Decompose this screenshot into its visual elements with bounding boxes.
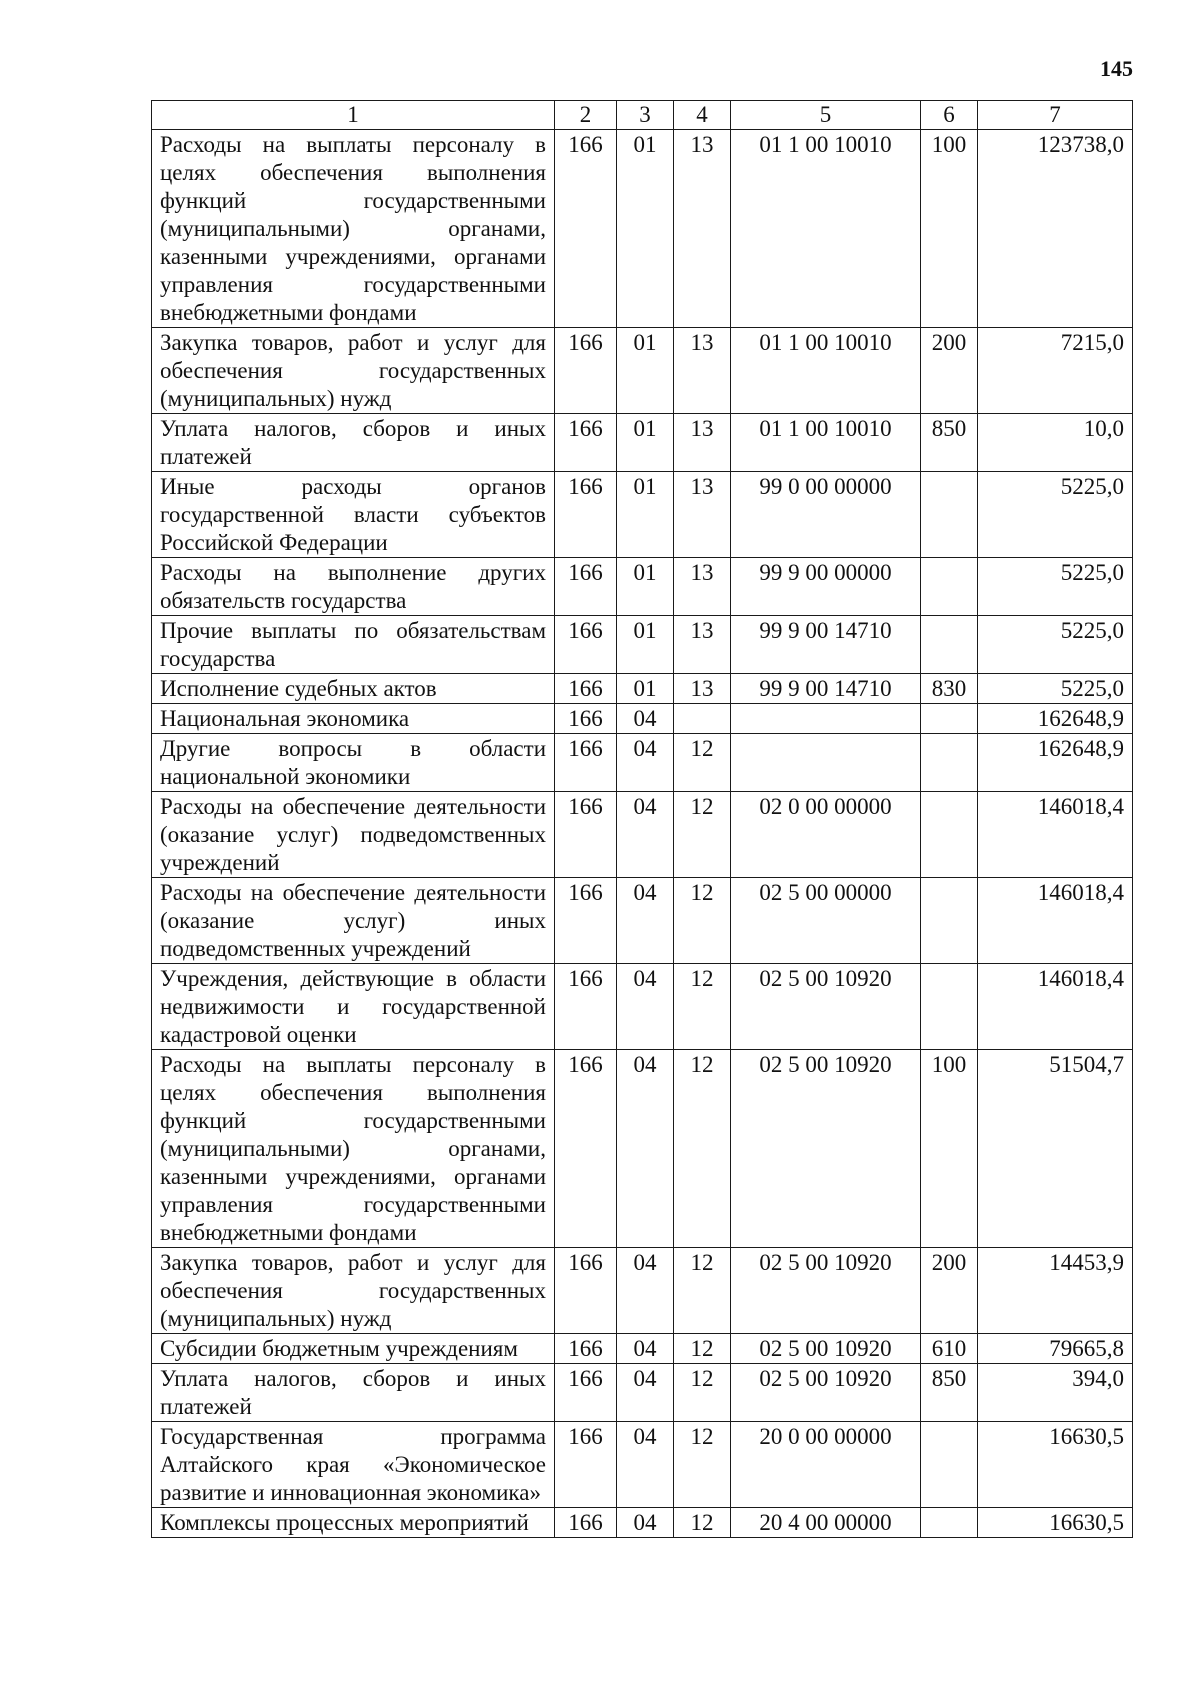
- table-row: [152, 1050, 1133, 1248]
- table-row: [152, 130, 1133, 328]
- cell-section: 01: [617, 472, 674, 558]
- cell-subsection: 13: [674, 414, 731, 472]
- cell-grbs-code: 166: [555, 1050, 617, 1248]
- cell-amount: 5225,0: [978, 472, 1133, 558]
- cell-grbs-code: 166: [555, 704, 617, 734]
- cell-amount: 16630,5: [978, 1422, 1133, 1508]
- cell-expense-type: [921, 1508, 978, 1538]
- cell-subsection: 13: [674, 472, 731, 558]
- cell-section: 04: [617, 704, 674, 734]
- cell-name: Иные расходы органов государственной власти субъектов Российской Федерации: [152, 472, 555, 558]
- cell-expense-type: [921, 472, 978, 558]
- cell-name: Учреждения, действующие в области недвижимости и государственной кадастровой оценки: [152, 964, 555, 1050]
- cell-section: 01: [617, 616, 674, 674]
- column-header: 1: [152, 101, 555, 130]
- table-row: [152, 1508, 1133, 1538]
- cell-expense-type: [921, 792, 978, 878]
- cell-grbs-code: 166: [555, 1364, 617, 1422]
- table-row: [152, 616, 1133, 674]
- cell-section: 04: [617, 1508, 674, 1538]
- table-row: [152, 1422, 1133, 1508]
- cell-name: Закупка товаров, работ и услуг для обеспечения государственных (муниципальных) нужд: [152, 1248, 555, 1334]
- cell-subsection: 13: [674, 558, 731, 616]
- cell-amount: 5225,0: [978, 616, 1133, 674]
- cell-name: Субсидии бюджетным учреждениям: [152, 1334, 555, 1364]
- table-row: [152, 1248, 1133, 1334]
- table-row: [152, 1364, 1133, 1422]
- cell-amount: 146018,4: [978, 964, 1133, 1050]
- cell-grbs-code: 166: [555, 414, 617, 472]
- cell-subsection: 13: [674, 130, 731, 328]
- cell-name: Другие вопросы в области национальной экономики: [152, 734, 555, 792]
- cell-section: 04: [617, 1364, 674, 1422]
- cell-amount: 146018,4: [978, 792, 1133, 878]
- cell-grbs-code: 166: [555, 472, 617, 558]
- column-header: 5: [731, 101, 921, 130]
- cell-grbs-code: 166: [555, 878, 617, 964]
- cell-expense-type: 610: [921, 1334, 978, 1364]
- cell-amount: 5225,0: [978, 558, 1133, 616]
- cell-name: Расходы на обеспечение деятельности (оказание услуг) подведомственных учреждений: [152, 792, 555, 878]
- cell-expense-type: [921, 964, 978, 1050]
- cell-target-article: 02 5 00 10920: [731, 1050, 921, 1248]
- table-row: [152, 964, 1133, 1050]
- table-body: [152, 130, 1133, 1538]
- cell-amount: 123738,0: [978, 130, 1133, 328]
- cell-expense-type: [921, 704, 978, 734]
- cell-grbs-code: 166: [555, 328, 617, 414]
- cell-subsection: 12: [674, 878, 731, 964]
- cell-target-article: 02 5 00 00000: [731, 878, 921, 964]
- cell-subsection: 12: [674, 1508, 731, 1538]
- cell-subsection: [674, 704, 731, 734]
- cell-amount: 51504,7: [978, 1050, 1133, 1248]
- cell-section: 04: [617, 1248, 674, 1334]
- cell-section: 01: [617, 130, 674, 328]
- cell-amount: 162648,9: [978, 734, 1133, 792]
- cell-amount: 162648,9: [978, 704, 1133, 734]
- cell-subsection: 12: [674, 1050, 731, 1248]
- cell-section: 04: [617, 878, 674, 964]
- cell-name: Национальная экономика: [152, 704, 555, 734]
- cell-subsection: 13: [674, 328, 731, 414]
- cell-target-article: 99 9 00 00000: [731, 558, 921, 616]
- cell-amount: 16630,5: [978, 1508, 1133, 1538]
- cell-section: 04: [617, 1050, 674, 1248]
- cell-expense-type: 850: [921, 414, 978, 472]
- cell-expense-type: 100: [921, 1050, 978, 1248]
- cell-subsection: 12: [674, 792, 731, 878]
- cell-target-article: [731, 734, 921, 792]
- cell-grbs-code: 166: [555, 558, 617, 616]
- cell-target-article: 02 5 00 10920: [731, 1364, 921, 1422]
- cell-target-article: 02 5 00 10920: [731, 964, 921, 1050]
- cell-expense-type: [921, 558, 978, 616]
- cell-target-article: 02 5 00 10920: [731, 1248, 921, 1334]
- column-header: 4: [674, 101, 731, 130]
- table-row: [152, 472, 1133, 558]
- cell-grbs-code: 166: [555, 734, 617, 792]
- cell-grbs-code: 166: [555, 964, 617, 1050]
- table-row: [152, 558, 1133, 616]
- cell-amount: 146018,4: [978, 878, 1133, 964]
- column-header: 3: [617, 101, 674, 130]
- table-row: [152, 878, 1133, 964]
- cell-amount: 10,0: [978, 414, 1133, 472]
- table-header-row: [152, 101, 1133, 130]
- cell-amount: 5225,0: [978, 674, 1133, 704]
- cell-grbs-code: 166: [555, 1508, 617, 1538]
- table-row: [152, 414, 1133, 472]
- cell-grbs-code: 166: [555, 1248, 617, 1334]
- cell-section: 01: [617, 328, 674, 414]
- cell-section: 04: [617, 792, 674, 878]
- column-header: 6: [921, 101, 978, 130]
- cell-name: Исполнение судебных актов: [152, 674, 555, 704]
- cell-subsection: 12: [674, 1248, 731, 1334]
- cell-amount: 79665,8: [978, 1334, 1133, 1364]
- cell-expense-type: 200: [921, 1248, 978, 1334]
- cell-section: 04: [617, 1422, 674, 1508]
- cell-amount: 7215,0: [978, 328, 1133, 414]
- cell-name: Государственная программа Алтайского края «Экономическое развитие и инновационная экономика»: [152, 1422, 555, 1508]
- cell-expense-type: 200: [921, 328, 978, 414]
- cell-name: Прочие выплаты по обязательствам государства: [152, 616, 555, 674]
- cell-subsection: 13: [674, 616, 731, 674]
- cell-subsection: 12: [674, 964, 731, 1050]
- table-row: [152, 328, 1133, 414]
- cell-target-article: 99 0 00 00000: [731, 472, 921, 558]
- cell-name: Расходы на выплаты персоналу в целях обеспечения выполнения функций государственными (муниципальными) органами, казенными учреждениями, органами управления государственными внебюджетными фондами: [152, 1050, 555, 1248]
- cell-target-article: 01 1 00 10010: [731, 414, 921, 472]
- cell-target-article: 02 0 00 00000: [731, 792, 921, 878]
- cell-target-article: 99 9 00 14710: [731, 674, 921, 704]
- cell-expense-type: 830: [921, 674, 978, 704]
- cell-target-article: 02 5 00 10920: [731, 1334, 921, 1364]
- cell-section: 01: [617, 414, 674, 472]
- cell-expense-type: 100: [921, 130, 978, 328]
- cell-subsection: 13: [674, 674, 731, 704]
- cell-section: 01: [617, 674, 674, 704]
- cell-subsection: 12: [674, 734, 731, 792]
- cell-subsection: 12: [674, 1364, 731, 1422]
- cell-name: Расходы на выплаты персоналу в целях обеспечения выполнения функций государственными (муниципальными) органами, казенными учреждениями, органами управления государственными внебюджетными фондами: [152, 130, 555, 328]
- cell-name: Закупка товаров, работ и услуг для обеспечения государственных (муниципальных) нужд: [152, 328, 555, 414]
- cell-name: Комплексы процессных мероприятий: [152, 1508, 555, 1538]
- budget-table: [151, 100, 1133, 1538]
- cell-target-article: 99 9 00 14710: [731, 616, 921, 674]
- cell-grbs-code: 166: [555, 1422, 617, 1508]
- cell-name: Уплата налогов, сборов и иных платежей: [152, 414, 555, 472]
- table-row: [152, 674, 1133, 704]
- column-header: 2: [555, 101, 617, 130]
- cell-expense-type: [921, 1422, 978, 1508]
- cell-expense-type: [921, 616, 978, 674]
- cell-section: 04: [617, 1334, 674, 1364]
- cell-name: Расходы на выполнение других обязательств государства: [152, 558, 555, 616]
- cell-subsection: 12: [674, 1422, 731, 1508]
- table-row: [152, 792, 1133, 878]
- cell-section: 04: [617, 734, 674, 792]
- cell-grbs-code: 166: [555, 792, 617, 878]
- cell-section: 01: [617, 558, 674, 616]
- cell-name: Расходы на обеспечение деятельности (оказание услуг) иных подведомственных учреждений: [152, 878, 555, 964]
- cell-target-article: 01 1 00 10010: [731, 328, 921, 414]
- cell-target-article: [731, 704, 921, 734]
- table-row: [152, 1334, 1133, 1364]
- column-header: 7: [978, 101, 1133, 130]
- cell-target-article: 01 1 00 10010: [731, 130, 921, 328]
- cell-expense-type: [921, 878, 978, 964]
- cell-grbs-code: 166: [555, 616, 617, 674]
- cell-target-article: 20 0 00 00000: [731, 1422, 921, 1508]
- cell-expense-type: 850: [921, 1364, 978, 1422]
- cell-section: 04: [617, 964, 674, 1050]
- cell-grbs-code: 166: [555, 1334, 617, 1364]
- cell-amount: 14453,9: [978, 1248, 1133, 1334]
- cell-expense-type: [921, 734, 978, 792]
- cell-grbs-code: 166: [555, 674, 617, 704]
- cell-subsection: 12: [674, 1334, 731, 1364]
- cell-grbs-code: 166: [555, 130, 617, 328]
- cell-target-article: 20 4 00 00000: [731, 1508, 921, 1538]
- cell-name: Уплата налогов, сборов и иных платежей: [152, 1364, 555, 1422]
- table-row: [152, 734, 1133, 792]
- page-number: 145: [1100, 56, 1133, 81]
- cell-amount: 394,0: [978, 1364, 1133, 1422]
- table-row: [152, 704, 1133, 734]
